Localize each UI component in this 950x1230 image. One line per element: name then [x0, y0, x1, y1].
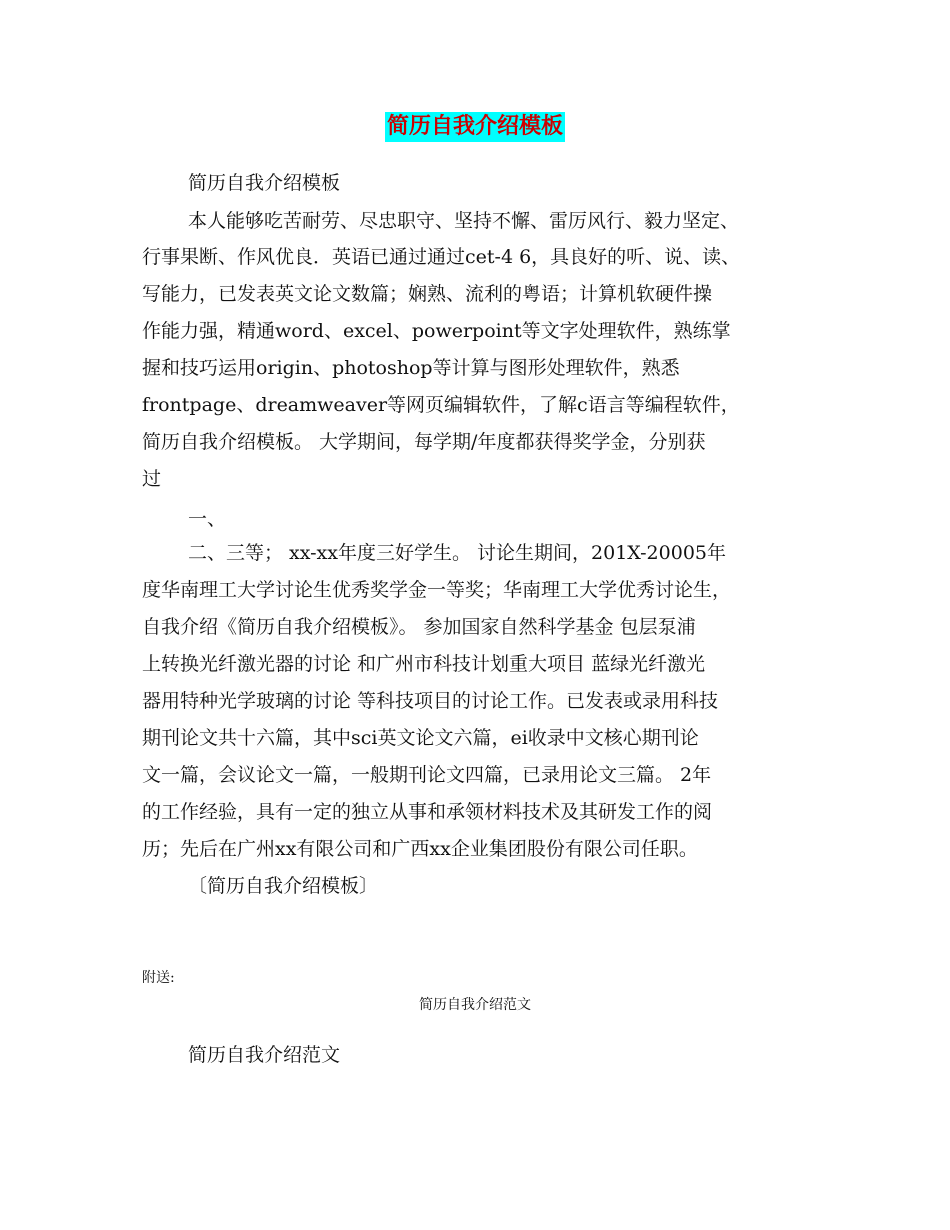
body-line: 的工作经验，具有一定的独立从事和承领材料技术及其研发工作的阅 — [142, 801, 713, 823]
body-line: 自我介绍《简历自我介绍模板》。 参加国家自然科学基金 包层泵浦 — [142, 616, 696, 638]
appendix-label: 附送: — [142, 970, 175, 986]
body-line: 行事果断、作风优良．英语已通过通过cet-4 6，具良好的听、说、读、 — [142, 246, 741, 268]
body-line: 〔简历自我介绍模板〕 — [188, 875, 379, 897]
body-line: frontpage、dreamweaver等网页编辑软件，了解c语言等编程软件， — [142, 394, 740, 416]
title-container — [0, 112, 950, 142]
appendix-first-line: 简历自我介绍范文 — [188, 1044, 341, 1066]
body-line: 作能力强，精通word、excel、powerpoint等文字处理软件，熟练掌 — [142, 320, 731, 342]
body-line: 历；先后在广州xx有限公司和广西xx企业集团股份有限公司任职。 — [142, 838, 698, 860]
body-line: 过 — [142, 468, 162, 490]
body-line: 二、三等； xx-xx年度三好学生。 讨论生期间，201X-20005年 — [188, 542, 727, 564]
body-line: 一、 — [188, 508, 227, 530]
body-line: 期刊论文共十六篇，其中sci英文论文六篇，ei收录中文核心期刊论 — [142, 727, 699, 749]
appendix-title: 简历自我介绍范文 — [419, 997, 531, 1013]
body-line: 上转换光纤激光器的讨论 和广州市科技计划重大项目 蓝绿光纤激光 — [142, 653, 706, 675]
body-line: 握和技巧运用origin、photoshop等计算与图形处理软件，熟悉 — [142, 357, 680, 379]
body-line: 简历自我介绍模板 — [188, 172, 341, 194]
body-line: 写能力，已发表英文论文数篇；娴熟、流利的粤语；计算机软硬件操 — [142, 283, 713, 305]
body-line: 器用特种光学玻璃的讨论 等科技项目的讨论工作。已发表或录用科技 — [142, 690, 719, 712]
body-line: 文一篇，会议论文一篇，一般期刊论文四篇，已录用论文三篇。 2年 — [142, 764, 712, 786]
body-line: 度华南理工大学讨论生优秀奖学金一等奖；华南理工大学优秀讨论生， — [142, 579, 732, 601]
body-line: 本人能够吃苦耐劳、尽忠职守、坚持不懈、雷厉风行、毅力坚定、 — [188, 210, 740, 232]
document-title: 简历自我介绍模板 — [385, 112, 565, 142]
body-line: 简历自我介绍模板。 大学期间，每学期/年度都获得奖学金，分别获 — [142, 431, 706, 453]
